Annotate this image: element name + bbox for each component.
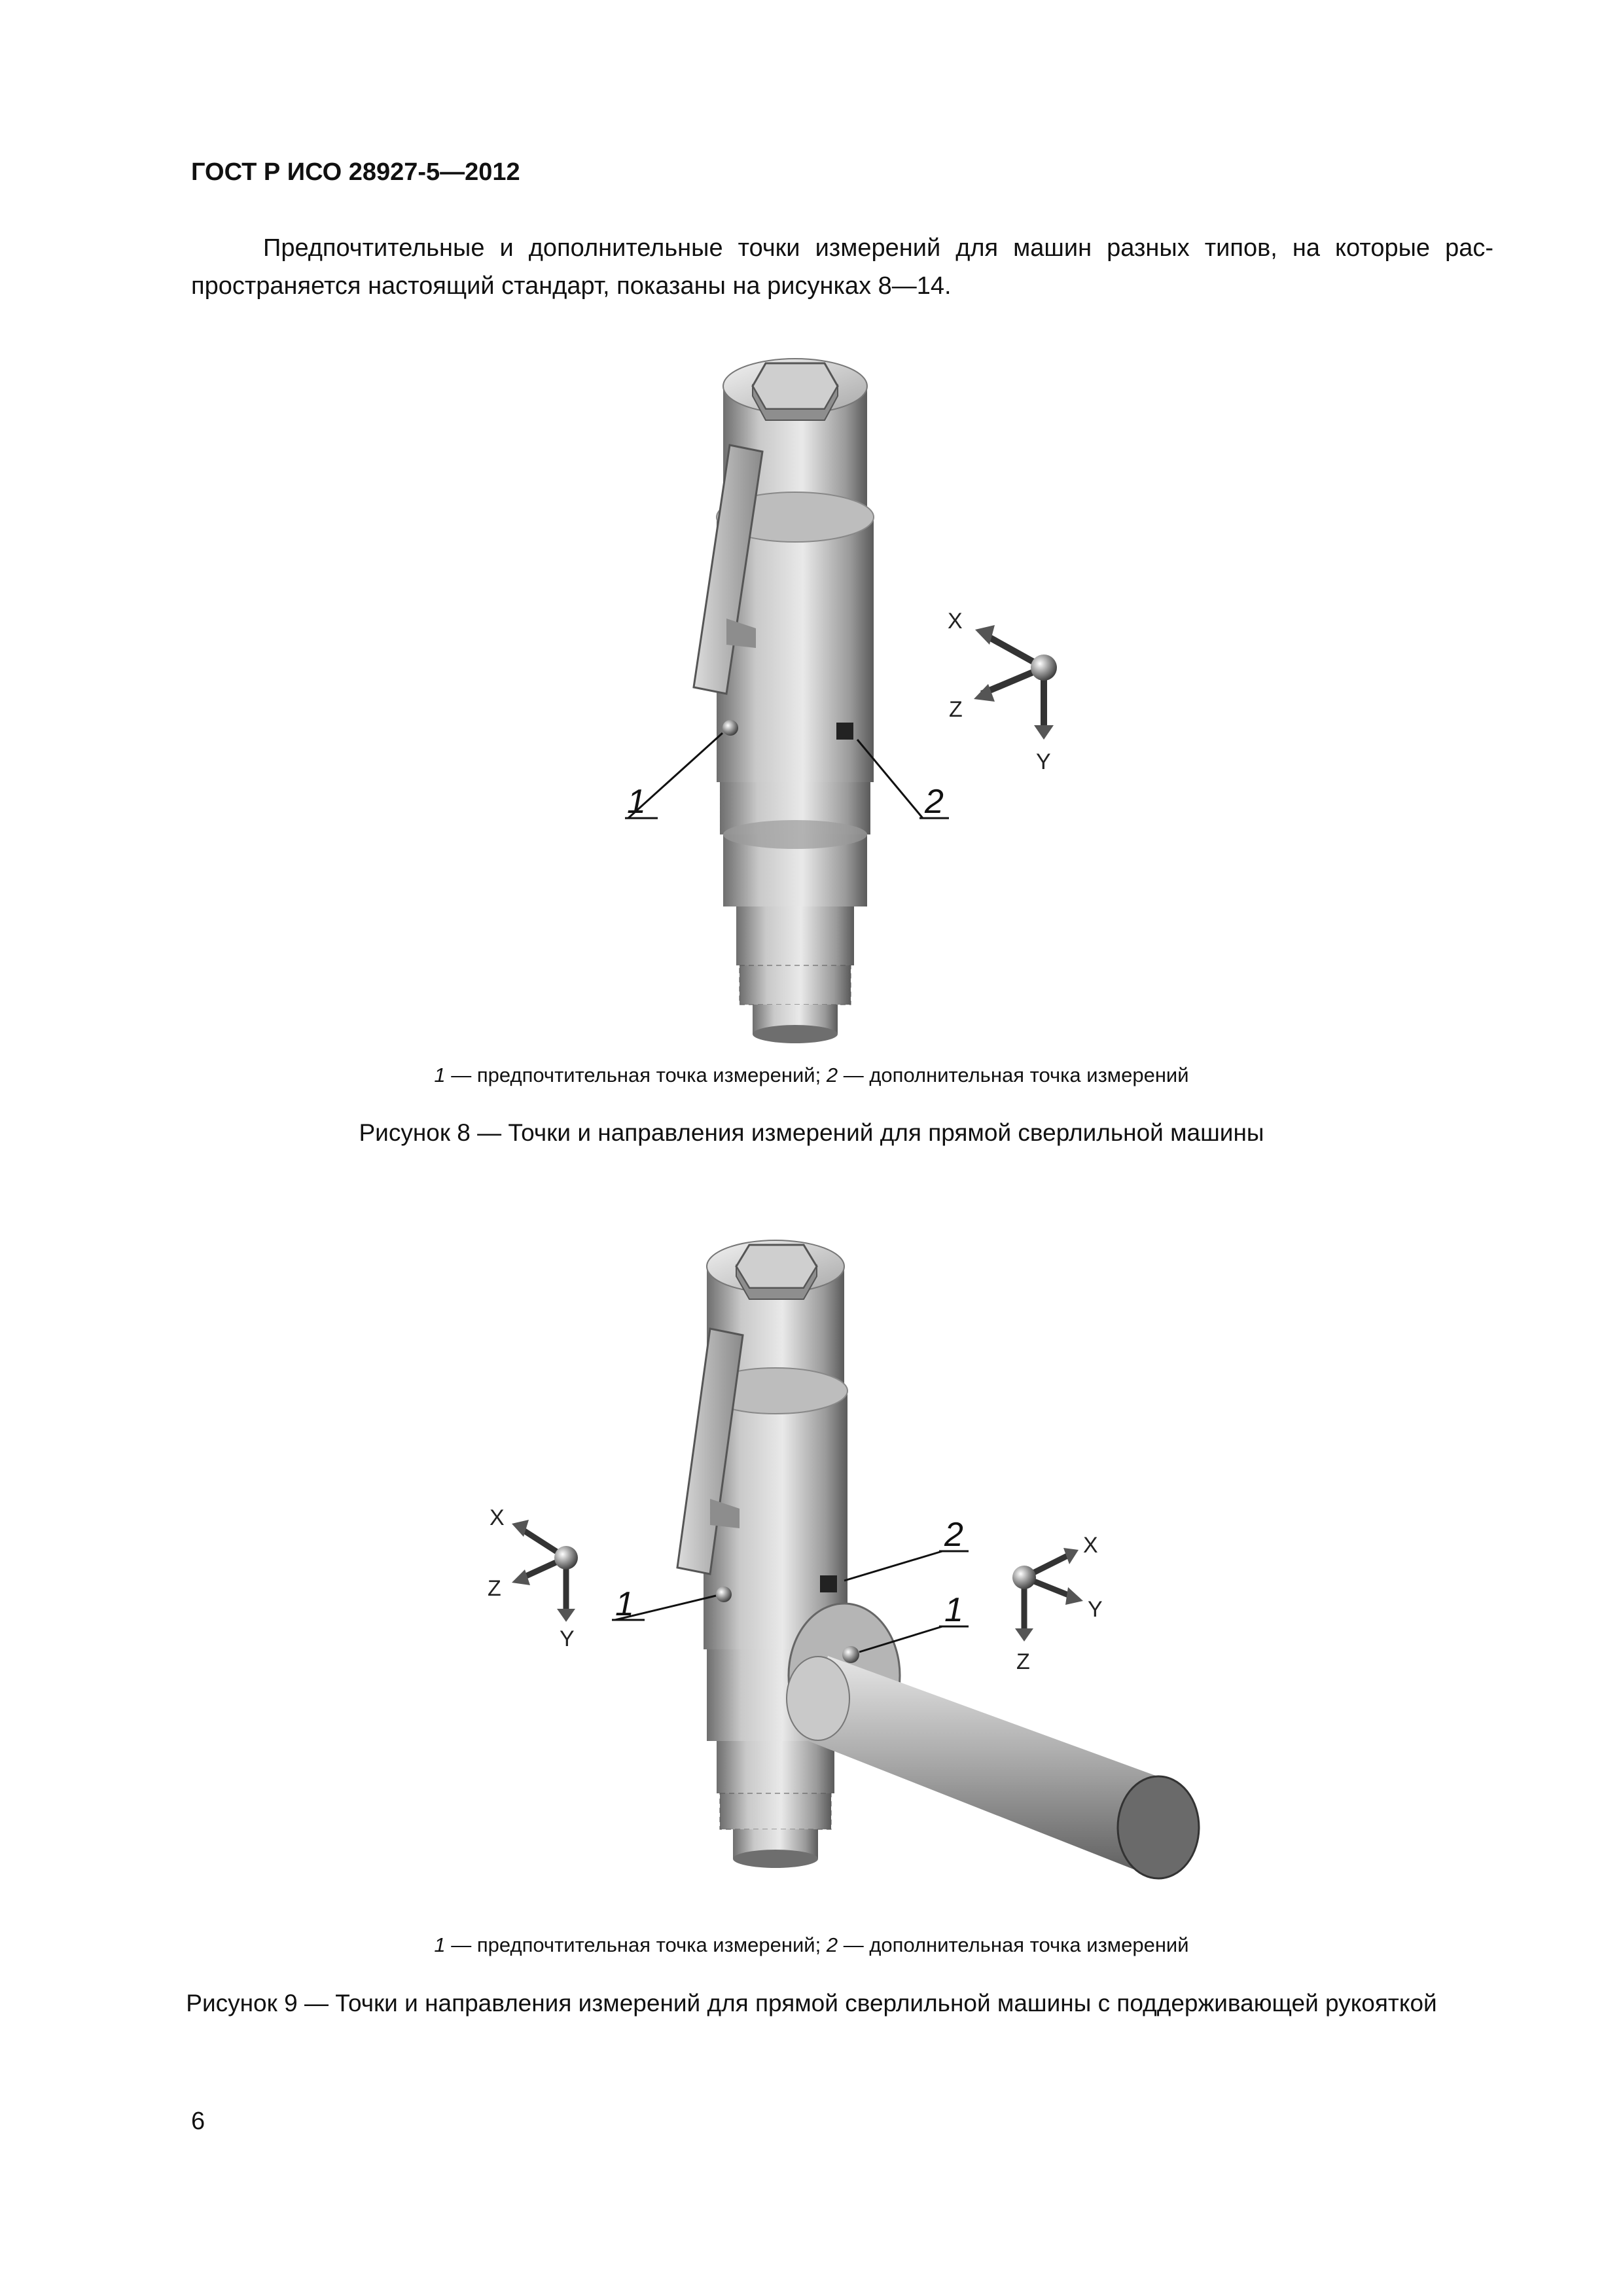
coordinate-axes-icon (948, 609, 1057, 774)
support-handle (787, 1604, 1199, 1878)
svg-text:Z: Z (488, 1576, 501, 1601)
svg-text:1: 1 (615, 1585, 634, 1623)
svg-text:1: 1 (944, 1591, 963, 1629)
figure-8-caption: Рисунок 8 — Точки и направления измерений для прямой сверлильной машины (359, 1119, 1264, 1146)
handle-measurement-point-1-marker (842, 1646, 859, 1663)
svg-text:Y: Y (560, 1626, 575, 1651)
svg-text:1: 1 (627, 783, 646, 821)
coordinate-axes-left-icon (488, 1505, 578, 1651)
figure-9-drawing (0, 1230, 1623, 1931)
page-number: 6 (191, 2108, 205, 2135)
figure-9-legend: 1 — предпочтительная точка измерений; 2 — дополнительная точка измерений (434, 1933, 1189, 1956)
svg-text:Y: Y (1036, 749, 1051, 774)
drill-tool-body (677, 1240, 847, 1868)
svg-text:Y: Y (1088, 1597, 1103, 1622)
measurement-point-2-marker (836, 723, 853, 740)
measurement-point-2-marker (820, 1575, 837, 1592)
callout-2 (844, 1516, 969, 1581)
figure-9-caption: Рисунок 9 — Точки и направления измерений для прямой сверлильной машины с поддерживающей рукояткой (186, 1990, 1437, 2017)
svg-text:X: X (948, 609, 963, 634)
intro-line-1: Предпочтительные и дополнительные точки измерений для машин разных типов, на которые рас- (263, 234, 1493, 262)
figure-8-drawing (0, 340, 1623, 1047)
coordinate-axes-right-icon (1012, 1533, 1103, 1674)
document-header: ГОСТ Р ИСО 28927-5—2012 (191, 158, 520, 186)
intro-line-2: пространяется настоящий стандарт, показаны на рисунках 8—14. (191, 272, 952, 300)
callout-1-left (612, 1585, 716, 1623)
svg-text:X: X (490, 1505, 505, 1530)
svg-text:2: 2 (944, 1516, 963, 1554)
measurement-point-1-marker (722, 720, 738, 736)
figure-8-legend: 1 — предпочтительная точка измерений; 2 — дополнительная точка измерений (434, 1064, 1189, 1086)
callout-1 (625, 733, 722, 821)
intro-paragraph (191, 229, 1493, 305)
svg-text:Z: Z (1016, 1649, 1030, 1674)
svg-text:X: X (1083, 1533, 1098, 1558)
svg-text:2: 2 (925, 783, 944, 821)
svg-text:Z: Z (949, 697, 963, 722)
drill-tool-body (694, 359, 874, 1043)
measurement-point-1-marker (716, 1587, 732, 1602)
